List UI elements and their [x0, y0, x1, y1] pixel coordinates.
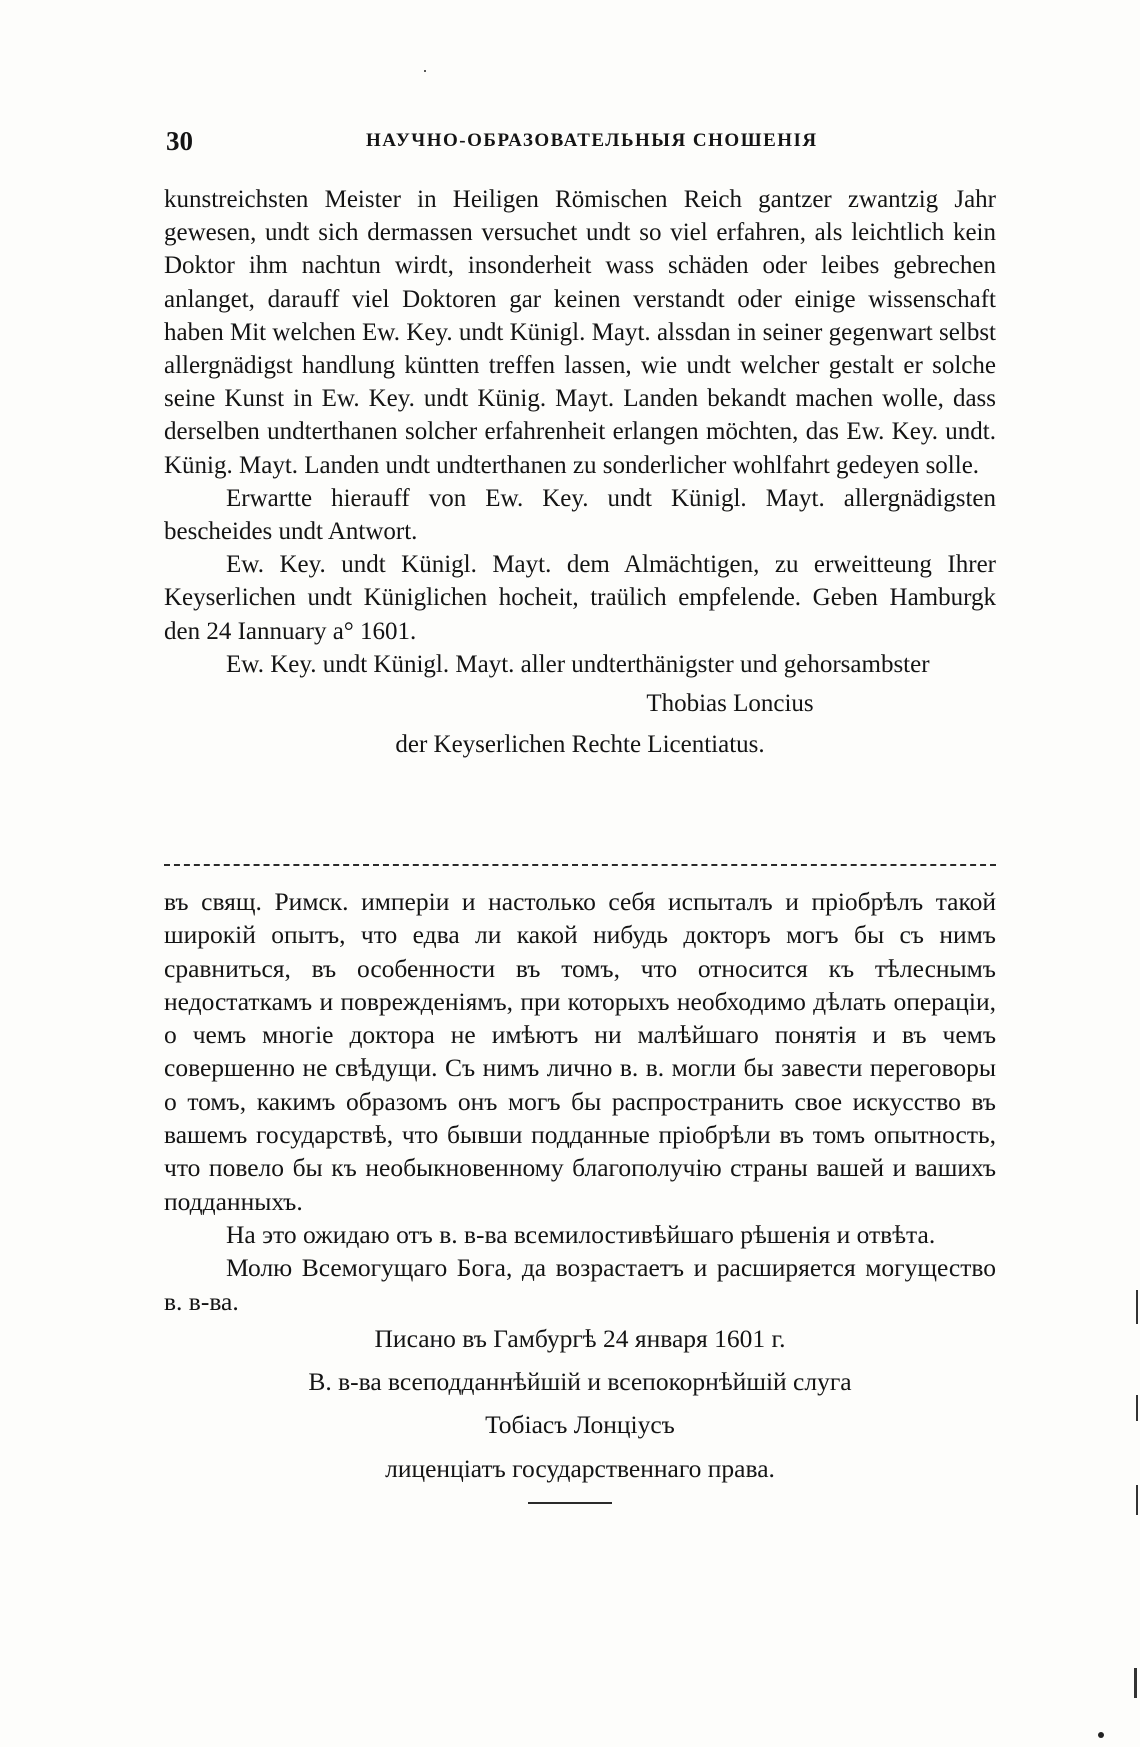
scan-edge-mark: [1136, 1395, 1138, 1421]
scan-edge-mark: [1136, 1290, 1138, 1324]
german-paragraph-3: Ew. Key. undt Künigl. Mayt. dem Almächtigen, zu erweitteung Ihrer Keyserlichen undt Küniglichen hocheit, traülich empfelende. Geben Hamburgk den 24 Iannuary a° 1601.: [164, 551, 996, 645]
russian-closing-line: В. в-ва всеподданнѣйшій и всепокорнѣйшій слуга: [308, 1367, 852, 1397]
scan-edge-mark: [1134, 1668, 1137, 1698]
section-divider: [164, 864, 996, 866]
page-number: 30: [166, 126, 193, 156]
scan-speck: [1098, 1732, 1104, 1738]
russian-paragraph-1: въ свящ. Римск. имперіи и настолько себя испыталъ и пріобрѣлъ такой широкій опытъ, что едва ли какой нибудь докторъ могъ бы съ нимъ сравниться, въ особенности въ томъ, что относится къ тѣлеснымъ недостаткамъ и поврежденіямъ, при которыхъ необходимо дѣлать операціи, о чемъ многіе доктора не имѣютъ ни малѣйшаго понятія и въ чемъ совершенно не свѣдущи. Съ нимъ лично в. в. могли бы завести переговоры о томъ, какимъ образомъ онъ могъ бы распространить свое искусство въ вашемъ государствѣ, что бывши подданные пріобрѣли въ томъ опытность, что повело бы къ необыкновенному благополучію страны вашей и вашихъ подданныхъ.: [164, 887, 996, 1216]
running-title: НАУЧНО-ОБРАЗОВАТЕЛЬНЫЯ СНОШЕНІЯ: [366, 130, 818, 151]
russian-paragraph-2: На это ожидаю отъ в. в-ва всемилостивѣйшаго рѣшенія и отвѣта.: [226, 1219, 936, 1249]
german-signature-title: der Keyserlichen Rechte Licentiatus.: [395, 731, 765, 759]
scan-edge-mark: [1136, 1485, 1138, 1515]
german-paragraph-4: Ew. Key. undt Künigl. Mayt. aller undterthänigster und gehorsambster: [226, 650, 930, 678]
end-rule: [528, 1502, 612, 1504]
german-signature-name: Thobias Loncius: [646, 690, 814, 718]
russian-date-line: Писано въ Гамбургѣ 24 января 1601 г.: [374, 1323, 786, 1353]
german-paragraph-2: Erwartte hierauff von Ew. Key. undt Künigl. Mayt. allergnädigsten bescheides undt Antwort.: [164, 484, 996, 546]
russian-signature-name: Тобіасъ Лонціусъ: [485, 1410, 675, 1440]
scan-speck: [424, 70, 426, 72]
german-paragraph-1: kunstreichsten Meister in Heiligen Römischen Reich gantzer zwantzig Jahr gewesen, undt sich dermassen versuchet undt so viel erfahren, als leichtlich kein Doktor ihm nachtun wirdt, insonderheit wass schäden oder leibes gebrechen anlanget, darauff viel Doktoren gar keinen verstandt oder einige wissenschaft haben Mit welchen Ew. Key. undt Künigl. Mayt. alssdan in seiner gegenwart selbst allergnädigst handlung küntten treffen lassen, wie undt welcher gestalt er solche seine Kunst in Ew. Key. undt Künig. Mayt. Landen bekandt machen wolle, dass derselben undterthanen solcher erfahrenheit erlangen möchten, das Ew. Key. undt. Künig. Mayt. Landen undt undterthanen zu sonderlicher wohlfahrt gedeyen solle.: [164, 186, 996, 479]
russian-signature-title: лиценціатъ государственнаго права.: [385, 1453, 775, 1483]
russian-translation-text: [164, 885, 996, 1485]
page-header: [166, 126, 994, 166]
russian-paragraph-3: Молю Всемогущаго Бога, да возрастаетъ и расширяется могущество в. в-ва.: [164, 1253, 996, 1316]
german-original-text: [164, 183, 996, 761]
